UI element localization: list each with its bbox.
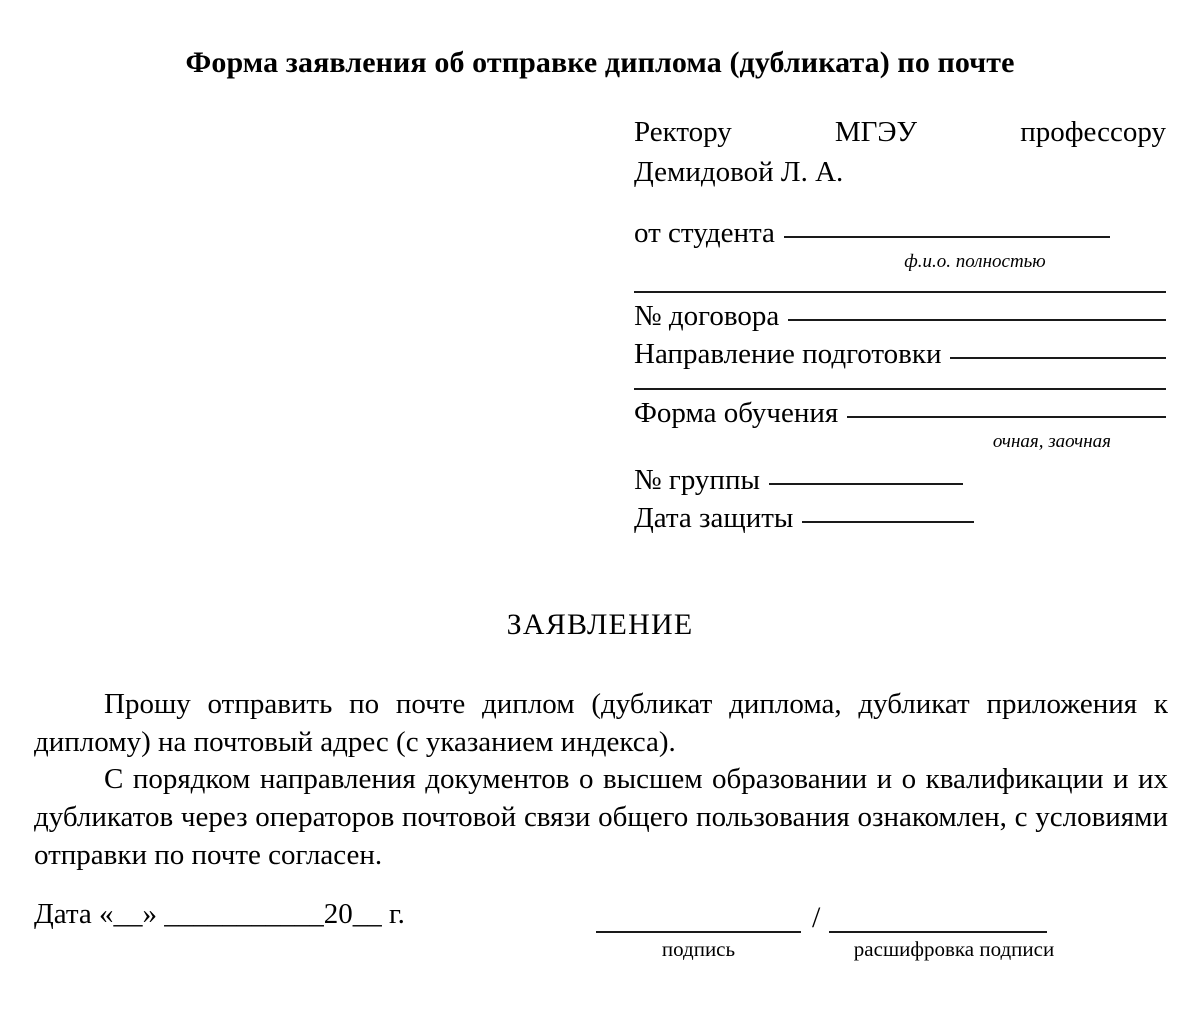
- program-blank[interactable]: [950, 357, 1166, 359]
- signature-decoding-blank[interactable]: [829, 907, 1047, 933]
- signature-block: [596, 901, 1066, 962]
- group-number-blank[interactable]: [769, 483, 963, 485]
- addressee-line-2: Демидовой Л. А.: [634, 156, 844, 189]
- signature-captions-row: [596, 937, 1066, 962]
- body-paragraph-2: С порядком направления документов о высшем образовании и о квалификации и их дубликатов через операторов почтовой связи общего пользования ознакомлен, с условиями отправки по почте согласен.: [34, 763, 1168, 871]
- study-form-blank[interactable]: [847, 416, 1166, 418]
- date-line[interactable]: Дата «__» ___________20__ г.: [34, 898, 405, 930]
- body-paragraph-1: Прошу отправить по почте диплом (дубликат диплома, дубликат приложения к диплому) на почтовый адрес (с указанием индекса).: [34, 688, 1168, 758]
- signature-caption: подпись: [661, 937, 736, 961]
- page-title: Форма заявления об отправке диплома (дубликата) по почте: [185, 46, 1015, 79]
- defense-date-blank[interactable]: [802, 521, 974, 523]
- statement-heading: ЗАЯВЛЕНИЕ: [506, 608, 694, 641]
- signature-separator-slash: /: [812, 901, 821, 934]
- program-label: Направление подготовки: [634, 338, 942, 371]
- group-number-label: № группы: [634, 463, 760, 496]
- student-name-hint: ф.и.о. полностью: [904, 251, 1046, 273]
- group-number-field-row[interactable]: [634, 461, 1166, 499]
- study-form-field-row[interactable]: [634, 394, 1166, 432]
- student-name-blank[interactable]: [784, 236, 1110, 238]
- student-name-label: от студента: [634, 217, 775, 250]
- addressee-and-fields-column: [634, 112, 1166, 537]
- contract-number-label: № договора: [634, 300, 780, 333]
- body-text-block: [34, 686, 1168, 874]
- signature-rules-row: [596, 901, 1066, 934]
- program-field-row[interactable]: [634, 335, 1166, 373]
- defense-date-label: Дата защиты: [634, 502, 794, 535]
- signature-blank[interactable]: [596, 907, 801, 933]
- addressee-line-1: Ректору МГЭУ профессору: [634, 116, 1166, 148]
- addressee-block: [634, 112, 1166, 192]
- contract-number-field-row[interactable]: [634, 297, 1166, 335]
- contract-number-blank[interactable]: [788, 319, 1166, 321]
- signature-decoding-caption: расшифровка подписи: [853, 937, 1055, 961]
- student-name-field-row[interactable]: [634, 214, 1166, 252]
- study-form-hint: очная, заочная: [992, 430, 1111, 452]
- study-form-label: Форма обучения: [634, 396, 839, 429]
- defense-date-field-row[interactable]: [634, 499, 1166, 537]
